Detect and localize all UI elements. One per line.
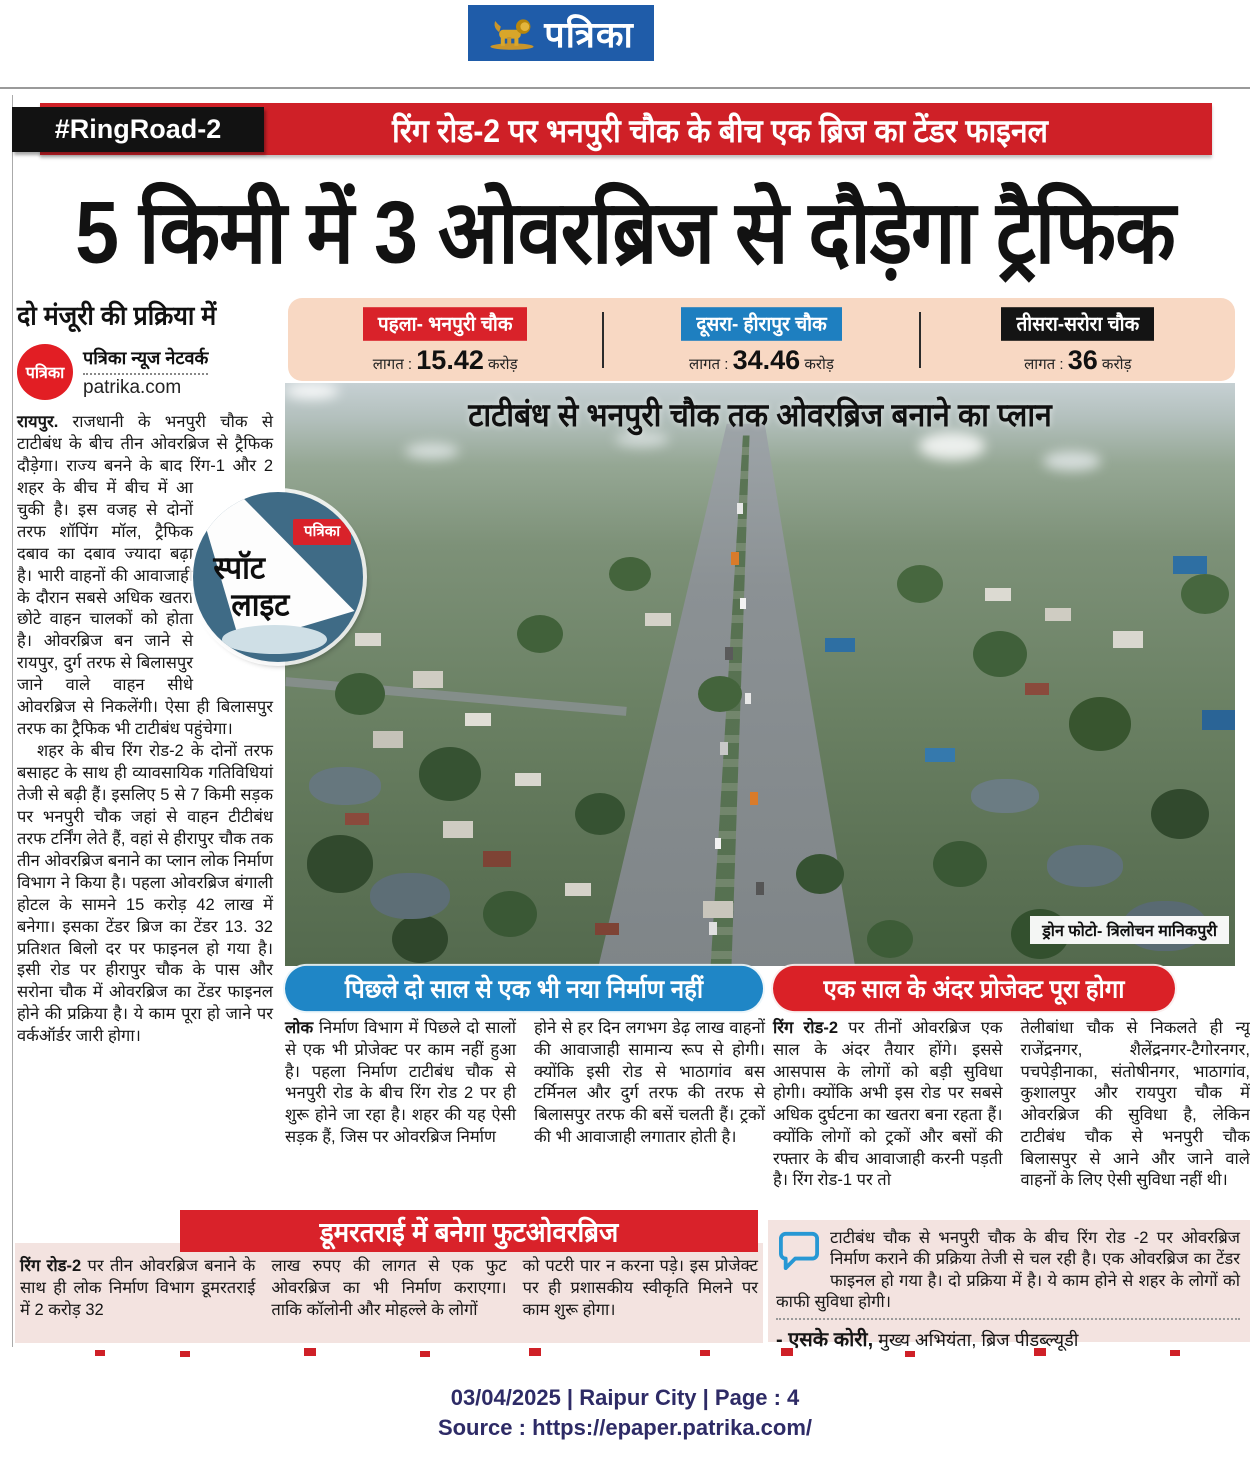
footer-source-url[interactable]: Source : https://epaper.patrika.com/ <box>437 1415 813 1440</box>
cost-value <box>1024 345 1131 376</box>
paragraph-text: राजधानी के भनपुरी चौक से टाटीबंध के बीच तीन ओवरब्रिज से ट्रैफिक दौड़ेगा। राज्य बनने के बाद रिंग-1 और 2 शहर के बीच में बीच में आ चुकी है। इस वजह से दोनों तरफ शॉपिंग मॉल, ट्रैफिक दबाव का दबाव ज्यादा बढ़ा है। भारी वाहनों की आवाजाही के दौरान सबसे अधिक खतरा छोटे वाहन चालकों को होता है। ओवरब्रिज बन जाने से रायपुर, दुर्ग तरफ से बिलासपुर जाने वाले वाहन सीधे ओवरब्रिज से निकलेंगी। ऐसा ही बिलासपुर तरफ का ट्रैफिक भी टाटीबंध पहुंचेगा। <box>17 413 273 739</box>
masthead-title: पत्रिका <box>544 13 634 55</box>
byline-website: patrika.com <box>83 376 182 398</box>
process-subhead: दो मंजूरी की प्रक्रिया में <box>17 301 217 331</box>
quote-author-title: मुख्य अभियंता, ब्रिज पीडब्ल्यूडी <box>873 1329 1079 1350</box>
column-2: लाख रुपए की लागत से एक फुट ओवरब्रिज का भी निर्माण कराएगा। ताकि कॉलोनी और मोहल्ले के लोगों <box>271 1257 507 1319</box>
column-1 <box>20 1256 255 1321</box>
cost-label-first: पहला- भनपुरी चौक <box>363 307 528 341</box>
cost-value <box>689 345 834 376</box>
cost-value <box>373 345 518 376</box>
footer-date-page: 03/04/2025 | Raipur City | Page : 4 <box>450 1385 800 1410</box>
quote-bubble-icon <box>778 1230 820 1270</box>
bridge-cost-strip <box>288 298 1235 381</box>
spotlight-pool <box>222 625 327 654</box>
byline-network: पत्रिका न्यूज नेटवर्क <box>83 346 208 375</box>
cost-prefix: लागत : <box>1024 355 1068 373</box>
ringroad-tag: #RingRoad-2 <box>12 107 264 152</box>
cost-unit: करोड़ <box>483 355 518 373</box>
spotlight-text <box>213 551 289 623</box>
photo-credit: ड्रोन फोटो- त्रिलोचन मानिकपुरी <box>1030 916 1229 944</box>
byline <box>17 344 273 400</box>
spotlight-patrika-tab: पत्रिका <box>293 519 351 545</box>
cropped-next-headline-fragments <box>0 1349 10 1355</box>
quote-text: टाटीबंध चौक से भनपुरी चौक के बीच रिंग रोड -2 पर ओवरब्रिज निर्माण कराने की प्रक्रिया तेजी से चल रही है। एक ओवरब्रिज का टेंडर फाइनल हो गया है। दो प्रक्रिया में है। ये काम होने से शहर के लोगों को काफी सुविधा होगी। <box>776 1229 1240 1312</box>
column-3: को पटरी पार न करना पड़े। इस प्रोजेक्ट पर ही प्रशासकीय स्वीकृति मिलने पर काम शुरू होगा। <box>522 1257 758 1319</box>
patrika-masthead-logo <box>468 5 654 61</box>
top-divider <box>0 87 1250 89</box>
column-text: पर तीन ओवरब्रिज बनाने के साथ ही लोक निर्माण विभाग डूमरतराई में 2 करोड़ 32 <box>20 1257 256 1319</box>
photo-scene <box>285 383 1235 966</box>
lion-icon <box>488 15 536 51</box>
side-road <box>285 677 626 716</box>
quote-attribution <box>776 1325 1240 1352</box>
column-2: तेलीबांधा चौक से निकलते ही न्यू राजेंद्रनगर, शैलेंद्रनगर-टैगोरनगर, पचपेड़ीनाका, संतोषीनगर, भाठागांव, कुशालपुर और रायपुरा चौक में ओवरब्रिज की सुविधा है, लेकिन टाटीबंध चौक से भनपुरी चौक बिलासपुर से आने और जाने वाले वाहनों के लिए ऐसी सुविधा नहीं थी। <box>1020 1019 1250 1190</box>
cost-unit: करोड़ <box>1097 355 1132 373</box>
left-article-column <box>17 298 273 1048</box>
column-text: पर तीनों ओवरब्रिज एक साल के अंदर तैयार होंगे। इससे आसपास के लोगों को बड़ी सुविधा होगी। क्योंकि अभी इस रोड पर सबसे अधिक दुर्घटना का खतरा बना रहता हैं। क्योंकि लोगों को ट्रकों और बसों की रफ्तार के बीच आवाजाही करनी पड़ती है। रिंग रोड-1 पर तो <box>773 1019 1003 1190</box>
cost-item-heerapur <box>604 304 918 376</box>
spotlight-badge <box>193 492 363 662</box>
column-text: निर्माण विभाग में पिछले दो सालों से एक भी प्रोजेक्ट पर काम नहीं हुआ है। पहला निर्माण टाटीबंध चौक से भनपुरी रोड के बीच रिंग रोड 2 पर ही शुरू होने जा रहा है। शहर की यह ऐसी सड़क हैं, जिस पर ओवरब्रिज निर्माण <box>285 1019 516 1146</box>
kicker-headline: रिंग रोड-2 पर भनपुरी चौक के बीच एक ब्रिज का टेंडर फाइनल <box>391 113 1049 149</box>
article-paragraph: शहर के बीच रिंग रोड-2 के दोनों तरफ बसाहट के साथ ही व्यावसायिक गतिविधियां तेजी से बढ़ी हैं। इसलिए 5 से 7 किमी सड़क पर भनपुरी चौक जहां से वाहन टीटीबंध तरफ टर्निंग लेते हैं, वहां से हीरापुर चौक तक तीन ओवरब्रिज बनाने का प्लान लोक निर्माण विभाग ने किया है। पहला ओवरब्रिज बंगाली होटल के सामने 15 करोड़ 42 लाख में बनेगा। इसका टेंडर ब्रिज का टेंडर 13. 32 प्रतिशत बिलो दर पर फाइनल हो गया है। इसी रोड पर हीरापुर चौक के पास और सरोना चौक में ओवरब्रिज का टेंडर फाइनल होने की प्रक्रिया है। ये काम पूरा हो जाने पर वर्कऑर्डर जारी होगा। <box>17 742 273 1046</box>
epaper-footer <box>0 1385 1250 1441</box>
footbridge-body <box>20 1256 758 1321</box>
column-1 <box>285 1018 516 1149</box>
quote-divider <box>776 1318 1240 1320</box>
lead-word: लोक <box>285 1019 314 1037</box>
subsection-headline-right: एक साल के अंदर प्रोजेक्ट पूरा होगा <box>773 966 1175 1011</box>
highway-road <box>285 383 1235 966</box>
photo-caption: टाटीबंध से भनपुरी चौक तक ओवरब्रिज बनाने का प्लान <box>468 397 1052 434</box>
subsection-left-body <box>285 1018 765 1149</box>
aerial-drone-photo <box>285 383 1235 966</box>
cost-amount: 34.46 <box>732 344 801 375</box>
subsection-headline-left: पिछले दो साल से एक भी नया निर्माण नहीं <box>285 966 763 1011</box>
cost-label-second: दूसरा- हीरापुर चौक <box>681 307 841 341</box>
cost-prefix: लागत : <box>372 355 417 373</box>
column-2: होने से हर दिन लगभग डेढ़ लाख वाहनों की आवाजाही सामान्य रूप से होगी। क्योंकि इसी रोड से भाठागांव बस टर्मिनल और दुर्ग तरफ की तरफ से बिलासपुर तरफ की बसें चलती हैं। ट्रकों की भी आवाजाही लगातार होती है। <box>534 1019 765 1146</box>
subsection-right-body <box>773 1018 1250 1192</box>
official-quote-box <box>768 1220 1250 1351</box>
column-1 <box>773 1018 1003 1192</box>
quote-author: - एसके कोरी, <box>776 1328 874 1351</box>
cost-item-bhanpuri <box>288 304 602 376</box>
footbridge-headline: डूमरतराई में बनेगा फुटओवरब्रिज <box>180 1210 758 1252</box>
cost-amount: 15.42 <box>416 344 484 375</box>
cost-item-sarora <box>921 304 1235 376</box>
cost-unit: करोड़ <box>800 355 834 373</box>
spotlight-line1: स्पॉट <box>213 551 265 587</box>
lead-word: रिंग रोड-2 <box>20 1257 82 1275</box>
lead-word: रिंग रोड-2 <box>773 1019 839 1037</box>
patrika-circle-logo: पत्रिका <box>17 344 73 400</box>
cost-label-third: तीसरा-सरोरा चौक <box>1001 307 1154 341</box>
main-headline: 5 किमी में 3 ओवरब्रिज से दौड़ेगा ट्रैफिक <box>75 181 1175 282</box>
cost-amount: 36 <box>1067 344 1098 375</box>
spotlight-line2: लाइट <box>231 587 290 623</box>
cost-prefix: लागत : <box>689 355 733 373</box>
dateline: रायपुर. <box>17 413 59 431</box>
